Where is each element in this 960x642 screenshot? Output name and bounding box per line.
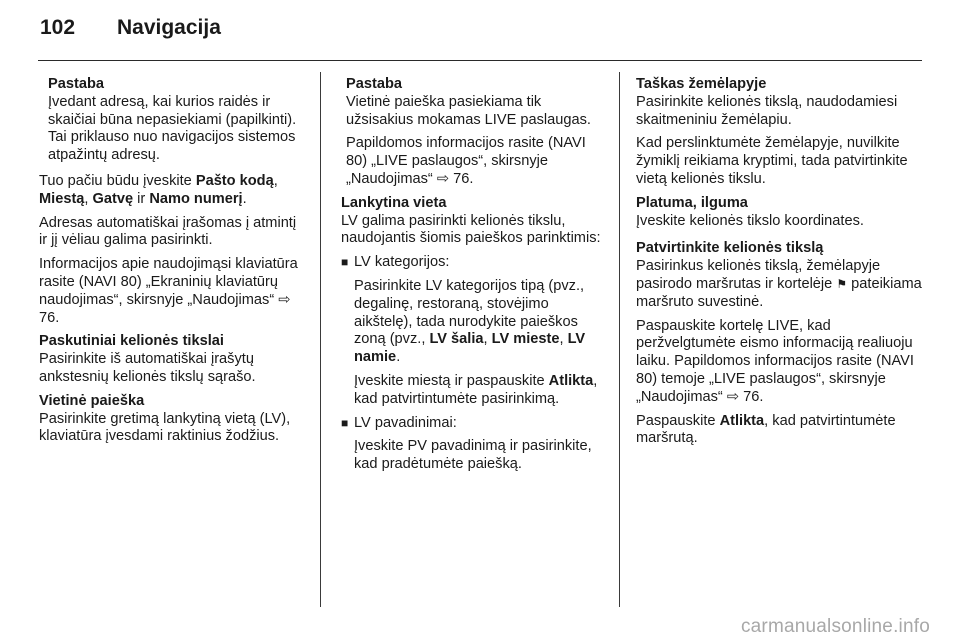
paragraph-auto-save: Adresas automatiškai įrašomas į atmintį ir jį vėliau galima pasirinkti. <box>39 214 297 249</box>
section-title: Patvirtinkite kelionės tikslą <box>636 240 824 257</box>
text: Paspauskite kortelę LIVE, kad peržvelgtumėte eismo informaciją realiuoju laiku. Papildomos informacijos rasite (NAVI 80) temoje „LIVE paslaugos“, skirsnyje „Naudojimas“ <box>636 317 914 405</box>
text: Tuo pačiu būdu įveskite <box>39 172 196 189</box>
section-title: Vietinė paieška <box>39 392 145 409</box>
list-item-label: LV pavadinimai: <box>354 414 457 431</box>
text: Paspauskite <box>636 412 720 429</box>
column-divider-2 <box>619 72 620 607</box>
watermark: carmanualsonline.info <box>740 616 930 637</box>
text: , kad patvirtintumėte maršrutą. <box>636 412 896 447</box>
column-divider-1 <box>320 72 321 607</box>
section-recent-destinations <box>39 333 307 386</box>
page-ref-icon: ⇨ <box>436 170 450 187</box>
text: Papildomos informacijos rasite (NAVI 80) „LIVE paslaugos“, skirsnyje „Naudojimas“ <box>346 135 586 187</box>
page-title: Navigacija <box>117 16 221 39</box>
text: , <box>559 331 568 348</box>
section-text <box>636 258 922 311</box>
section-poi <box>341 195 609 248</box>
section-text-2 <box>636 318 922 407</box>
header-rule <box>38 60 922 61</box>
text: . <box>396 349 401 366</box>
page-ref-number: 76. <box>39 309 60 326</box>
note-text-2 <box>346 135 609 188</box>
text: , kad patvirtintumėte pasirinkimą. <box>354 372 598 407</box>
bold-term: Pašto kodą <box>195 172 274 189</box>
note-text: Įvedant adresą, kai kurios raidės ir skaičiai būna nepasiekiami (papilkinti). Tai priklauso nuo navigacijos sistemos atpažintų adresų. <box>48 93 297 164</box>
flag-icon: ⚑ <box>836 276 848 291</box>
section-title: Lankytina vieta <box>341 194 447 211</box>
list-item-body <box>341 278 609 409</box>
text: Informacijos apie naudojimąsi klaviatūra rasite (NAVI 80) „Ekraninių klaviatūrų naudojimas“, skirsnyje „Naudojimas“ <box>39 256 298 308</box>
text: , <box>84 190 93 207</box>
section-text: Įveskite kelionės tikslo koordinates. <box>636 212 864 229</box>
text: Pasirinkite LV kategorijos tipą (pvz., degalinę, restoraną, stovėjimo aikštelę), tada nurodykite paieškos zoną (pvz., <box>354 277 585 348</box>
note-text: Vietinė paieška pasiekiama tik užsisakius mokamas LIVE paslaugas. <box>346 93 591 128</box>
section-text: Pasirinkite gretimą lankytiną vietą (LV), klaviatūra įvesdami raktinius žodžius. <box>39 410 291 445</box>
section-text: LV galima pasirinkti kelionės tikslu, naudojantis šiomis paieškos parinktimis: <box>341 212 601 247</box>
bold-term: Atlikta <box>719 412 765 429</box>
paragraph-enter-fields <box>39 173 307 209</box>
text: , <box>483 331 492 348</box>
bold-term: Miestą <box>39 190 85 207</box>
section-map-point <box>636 76 922 189</box>
section-title: Paskutiniai kelionės tikslai <box>39 333 224 350</box>
list-item-text: Įveskite PV pavadinimą ir pasirinkite, kad pradėtumėte paiešką. <box>354 438 592 473</box>
section-local-search <box>39 393 307 446</box>
section-text: Pasirinkite kelionės tikslą, naudodamiesi skaitmeniniu žemėlapiu. <box>636 93 898 128</box>
bold-term: Atlikta <box>548 372 594 389</box>
note-title: Pastaba <box>346 76 402 92</box>
section-text: Pasirinkite iš automatiškai įrašytų ankstesnių kelionės tikslų sąrašo. <box>39 351 256 385</box>
text: , <box>273 172 278 189</box>
bold-term: LV namie <box>354 331 586 366</box>
bold-term: Namo numerį <box>149 190 243 207</box>
page-ref-icon: ⇨ <box>278 291 291 308</box>
column-2 <box>341 76 609 480</box>
section-text-3 <box>636 413 922 449</box>
section-confirm-destination <box>636 240 922 448</box>
text: ir <box>133 190 150 207</box>
text: Įveskite miestą ir paspauskite <box>354 372 549 389</box>
section-coordinates <box>636 195 922 231</box>
section-text-2: Kad perslinktumėte žemėlapyje, nuvilkite žymiklį reikiama kryptimi, tada patvirtinkite vietą kelionės tikslu. <box>636 135 908 187</box>
bold-term: LV mieste <box>491 331 560 348</box>
section-title: Taškas žemėlapyje <box>636 76 767 92</box>
list-item <box>341 415 609 433</box>
column-1 <box>39 76 307 452</box>
list-item-text <box>354 373 609 409</box>
note-box <box>341 76 609 189</box>
note-box <box>39 76 307 165</box>
paragraph-keyboard-info <box>39 256 307 327</box>
page-ref-number: 76. <box>739 388 764 405</box>
bold-term: Gatvę <box>92 190 134 207</box>
list-item <box>341 254 609 272</box>
page-ref-icon: ⇨ <box>726 388 740 405</box>
list-item-text <box>354 278 609 367</box>
text: pateikiama maršruto suvestinė. <box>636 275 922 310</box>
list-item-body <box>341 438 609 474</box>
bullet-icon: ■ <box>341 415 349 430</box>
section-title: Platuma, ilguma <box>636 194 748 211</box>
note-title: Pastaba <box>48 76 104 92</box>
text: . <box>242 190 247 207</box>
column-3 <box>636 76 922 454</box>
page-number: 102 <box>40 16 76 39</box>
list-item-label: LV kategorijos: <box>354 254 450 271</box>
text: Pasirinkus kelionės tikslą, žemėlapyje pasirodo maršrutas ir kortelėje <box>636 258 881 292</box>
bold-term: LV šalia <box>429 331 484 348</box>
page-ref-number: 76. <box>449 170 474 187</box>
bullet-icon: ■ <box>341 255 349 270</box>
